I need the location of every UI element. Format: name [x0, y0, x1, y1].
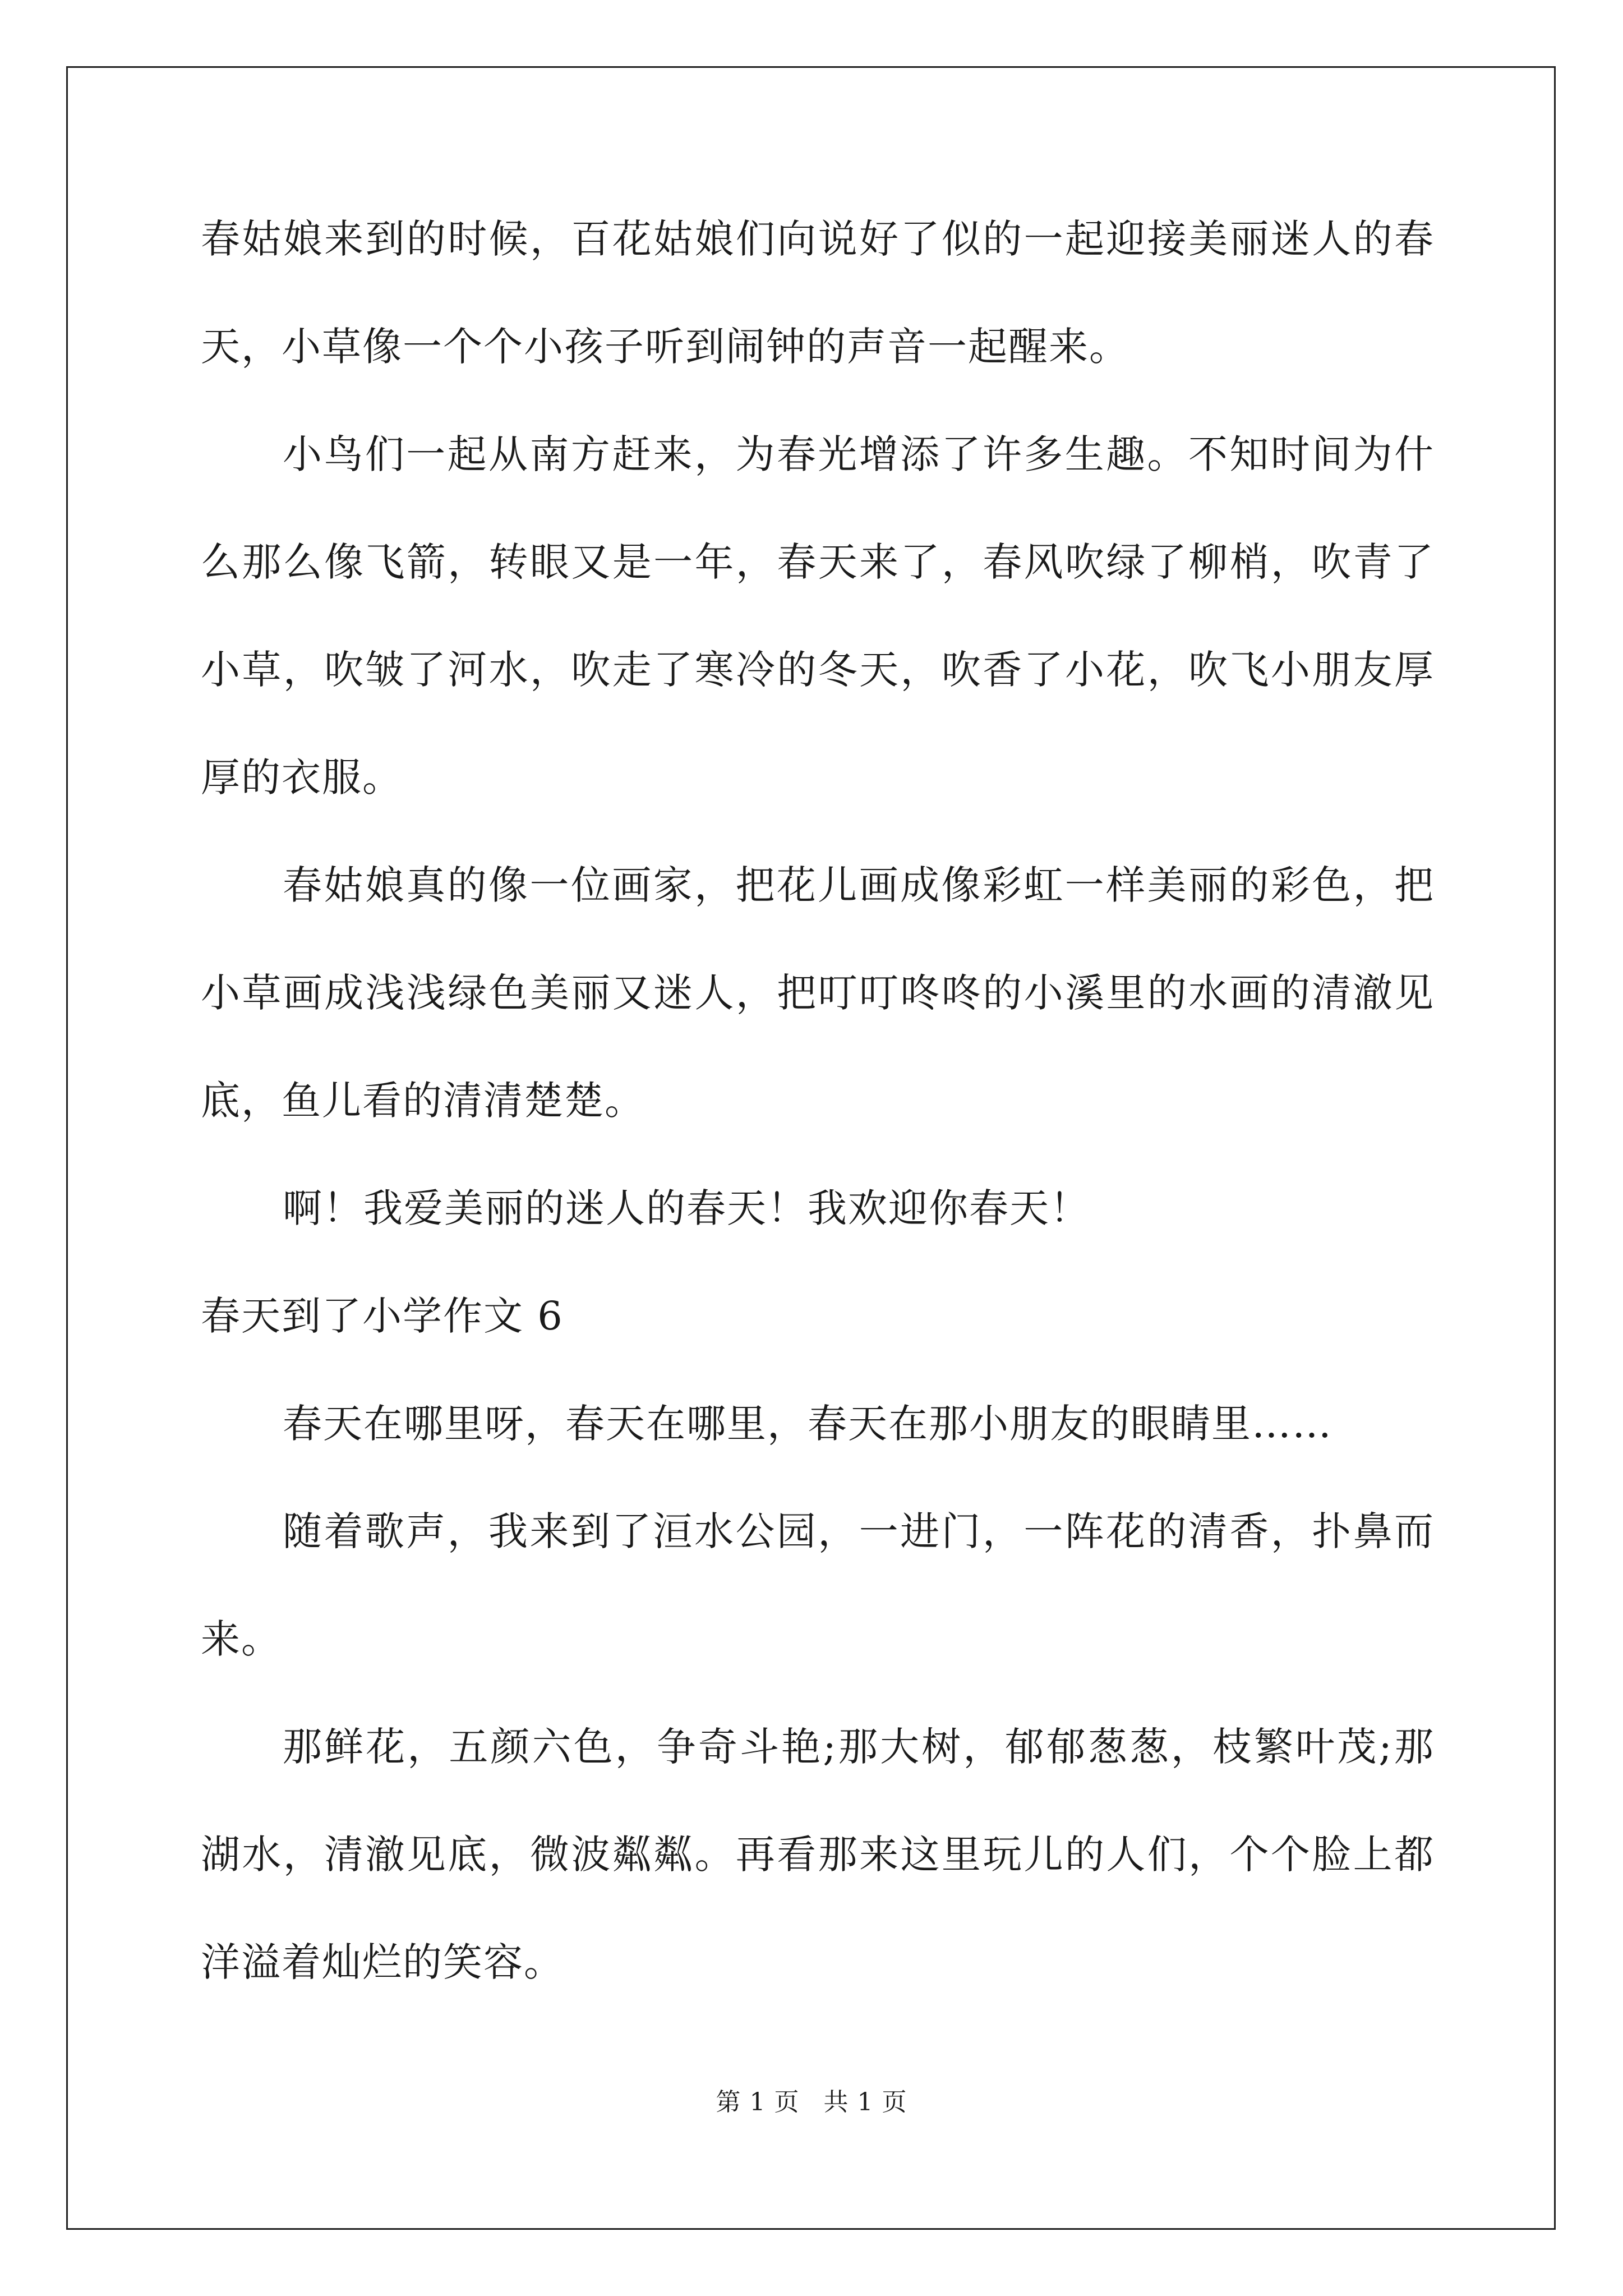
section-heading: 春天到了小学作文 6 [201, 1293, 564, 1339]
paragraph: 春姑娘来到的时候，百花姑娘们向说好了似的一起迎接美丽迷人的春天，小草像一个个小孩子听到闹钟的声音一起醒来。 [201, 216, 1435, 370]
paragraph: 春姑娘真的像一位画家，把花儿画成像彩虹一样美丽的彩色，把小草画成浅浅绿色美丽又迷人，把叮叮咚咚的小溪里的水画的清澈见底，鱼儿看的清清楚楚。 [201, 862, 1435, 1124]
paragraph: 啊！我爱美丽的迷人的春天！我欢迎你春天！ [283, 1185, 1090, 1231]
paragraph: 小鸟们一起从南方赶来，为春光增添了许多生趣。不知时间为什么那么像飞箭，转眼又是一年，春天来了，春风吹绿了柳梢，吹青了小草，吹皱了河水，吹走了寒冷的冬天，吹香了小花，吹飞小朋友厚厚的衣服。 [201, 431, 1435, 800]
page-footer [0, 2086, 1623, 2119]
page-number: 第 1 页 [716, 2088, 800, 2116]
paragraph: 那鲜花，五颜六色，争奇斗艳;那大树，郁郁葱葱，枝繁叶茂;那湖水，清澈见底，微波粼粼。再看那来这里玩儿的人们，个个脸上都洋溢着灿烂的笑容。 [201, 1724, 1435, 1985]
document-body [201, 185, 1435, 2016]
paragraph: 春天在哪里呀，春天在哪里，春天在那小朋友的眼睛里…… [283, 1401, 1332, 1447]
paragraph: 随着歌声，我来到了洹水公园，一进门，一阵花的清香，扑鼻而来。 [201, 1508, 1435, 1662]
page-total: 共 1 页 [823, 2088, 907, 2116]
